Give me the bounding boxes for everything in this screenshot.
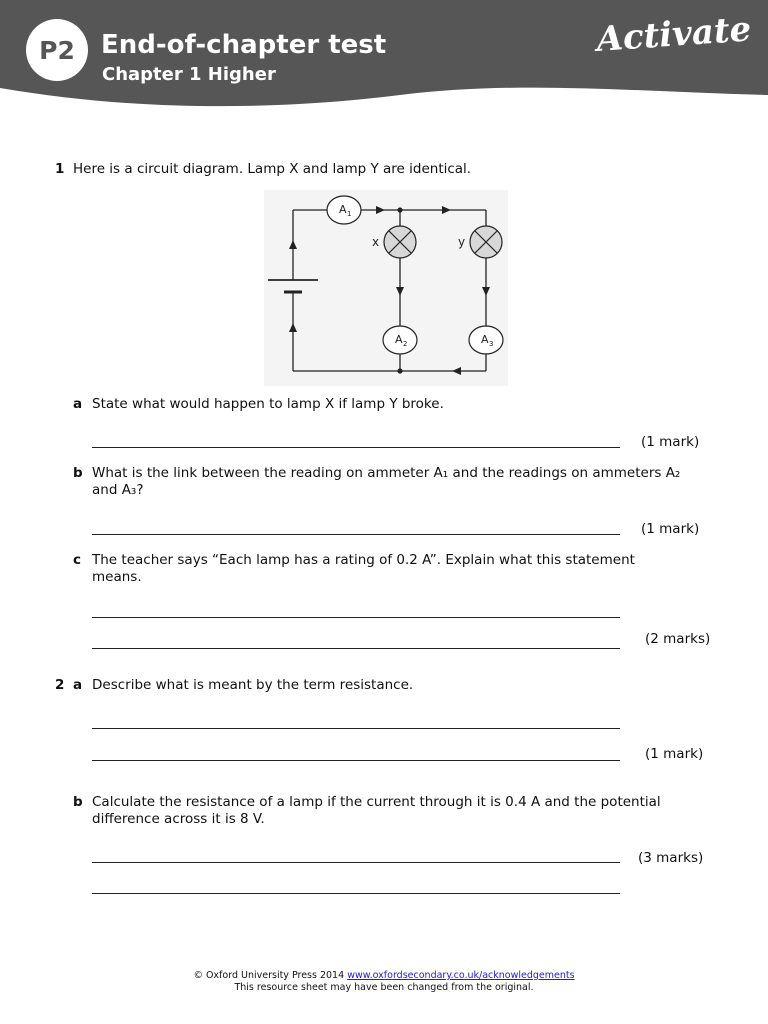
footer-acknowledgements-link[interactable]: www.oxfordsecondary.co.uk/acknowledgements xyxy=(347,970,575,981)
question-1a-letter: a xyxy=(73,396,83,412)
svg-text:x: x xyxy=(372,235,380,249)
marks-2a: (1 mark) xyxy=(645,746,704,762)
chapter-badge: P2 xyxy=(26,19,88,81)
answer-line-1c-2[interactable] xyxy=(92,648,620,649)
ammeter-a2 xyxy=(383,326,417,354)
question-2b-text-line2: difference across it is 8 V. xyxy=(92,811,265,827)
svg-text:y: y xyxy=(458,235,466,249)
question-1b-text-line1: What is the link between the reading on ammeter A₁ and the readings on ammeters A₂ xyxy=(92,465,681,481)
answer-line-1b[interactable] xyxy=(92,534,620,535)
page-title: End-of-chapter test xyxy=(101,30,387,60)
footer-line-1 xyxy=(0,970,768,982)
marks-1a: (1 mark) xyxy=(641,434,700,450)
marks-1b: (1 mark) xyxy=(641,521,700,537)
question-2a-text: Describe what is meant by the term resistance. xyxy=(92,677,414,693)
question-2b-text-line1: Calculate the resistance of a lamp if the current through it is 0.4 A and the potential xyxy=(92,794,661,810)
answer-line-2b-2[interactable] xyxy=(92,893,620,894)
question-1c-text-line2: means. xyxy=(92,569,142,585)
header-banner xyxy=(0,0,768,120)
footer-copyright: © Oxford University Press 2014 xyxy=(193,970,345,981)
marks-1c: (2 marks) xyxy=(645,631,711,647)
footer xyxy=(0,970,768,994)
answer-line-2b-1[interactable] xyxy=(92,862,620,863)
question-2a-letter: a xyxy=(73,677,83,693)
question-2b-letter: b xyxy=(73,794,83,810)
answer-line-2a-2[interactable] xyxy=(92,760,620,761)
svg-text:A: A xyxy=(339,203,347,216)
question-1-stem: Here is a circuit diagram. Lamp X and lamp Y are identical. xyxy=(73,161,472,177)
marks-2b: (3 marks) xyxy=(638,850,704,866)
svg-text:A: A xyxy=(481,333,489,346)
lamp-y xyxy=(458,226,502,258)
question-1b-letter: b xyxy=(73,465,83,481)
brand-logo: Activate xyxy=(595,9,753,61)
question-1c-text-line1: The teacher says “Each lamp has a rating of 0.2 A”. Explain what this statement xyxy=(92,552,635,568)
circuit-diagram xyxy=(264,190,508,386)
svg-text:3: 3 xyxy=(489,340,494,348)
question-1a-text: State what would happen to lamp X if lamp Y broke. xyxy=(92,396,444,412)
ammeter-a3 xyxy=(469,326,503,354)
answer-line-2a-1[interactable] xyxy=(92,728,620,729)
question-2-number: 2 xyxy=(55,677,65,693)
question-1-number: 1 xyxy=(55,161,65,177)
page-subtitle: Chapter 1 Higher xyxy=(102,64,276,85)
svg-text:A: A xyxy=(395,333,403,346)
question-1b-text-line2: and A₃? xyxy=(92,482,144,498)
svg-text:1: 1 xyxy=(347,210,352,218)
question-1c-letter: c xyxy=(73,552,82,568)
footer-note: This resource sheet may have been changed from the original. xyxy=(234,982,534,993)
answer-line-1c-1[interactable] xyxy=(92,617,620,618)
svg-text:2: 2 xyxy=(403,340,408,348)
lamp-x xyxy=(372,226,416,258)
answer-line-1a[interactable] xyxy=(92,447,620,448)
ammeter-a1 xyxy=(327,196,361,224)
